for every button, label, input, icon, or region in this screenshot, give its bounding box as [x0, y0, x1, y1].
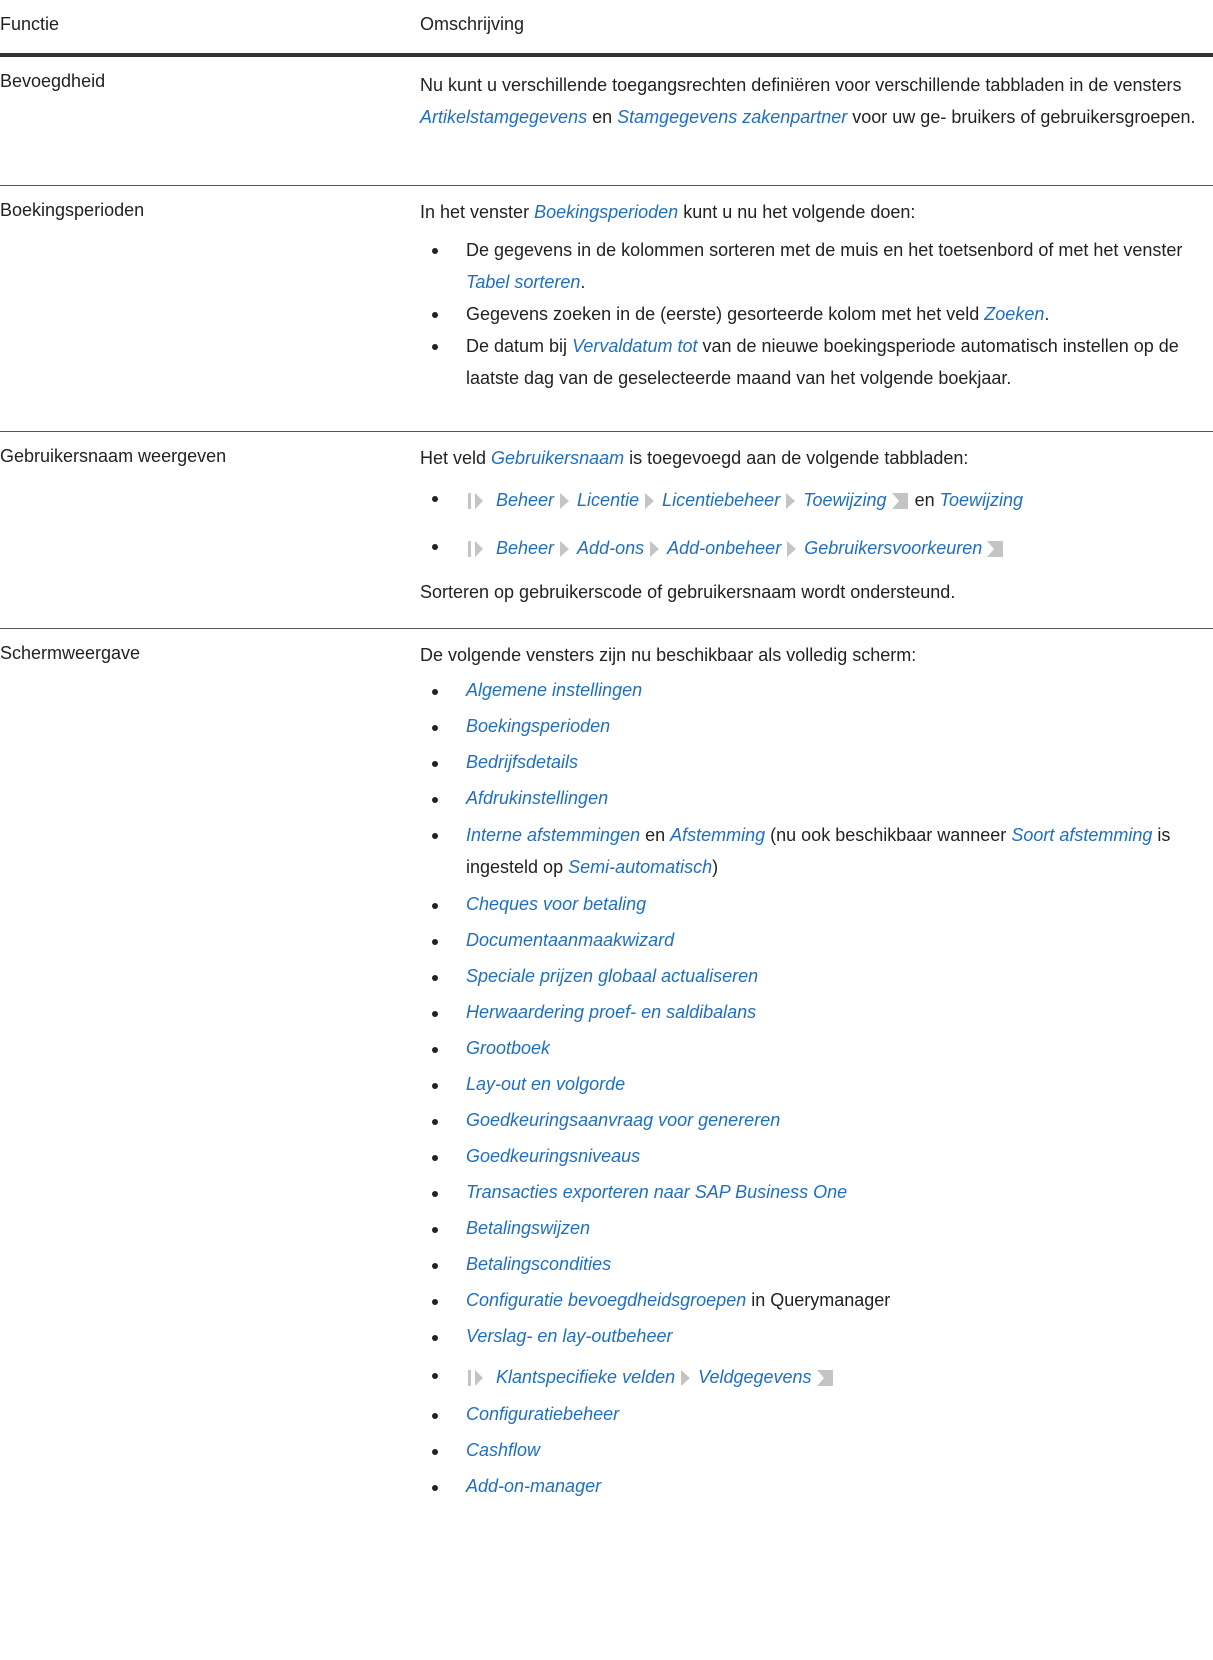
table-row — [0, 57, 1213, 186]
function-name: Gebruikersnaam weergeven — [0, 446, 227, 466]
list-item: Add-on-manager — [420, 1471, 1205, 1501]
table-row — [0, 186, 1213, 432]
path-segment[interactable]: Toewijzing — [803, 490, 887, 510]
path-segment[interactable]: Add-onbeheer — [667, 538, 782, 558]
list-item: Cashflow — [420, 1435, 1205, 1465]
path-segment[interactable]: Beheer — [496, 490, 555, 510]
list-item: De gegevens in de kolommen sorteren met de muis en het toetsenbord of met het venster Tabel sorteren. — [420, 234, 1205, 298]
intro-text: De volgende vensters zijn nu beschikbaar als volledig scherm: — [420, 645, 917, 665]
path-segment[interactable]: Licentie — [577, 490, 640, 510]
link-zoeken[interactable]: Zoeken — [984, 304, 1045, 324]
path-end-icon — [816, 1368, 834, 1388]
table-row — [0, 432, 1213, 629]
list-item: Interne afstemmingen en Afstemming (nu ook beschikbaar wanneer Soort afstemming is ingesteld op Semi-automatisch) — [420, 819, 1205, 883]
menu-path-item: Beheer Licentie Licentiebeheer Toewijzing en Toewijzing — [420, 482, 1205, 518]
link-boekingsperioden[interactable]: Boekingsperioden — [534, 202, 679, 222]
list-item: Speciale prijzen globaal actualiseren — [420, 961, 1205, 991]
path-segment[interactable]: Gebruikersvoorkeuren — [804, 538, 983, 558]
link-gebruikersnaam[interactable]: Gebruikersnaam — [491, 448, 625, 468]
path-start-icon — [466, 491, 492, 511]
description — [420, 639, 1205, 1501]
path-arrow-icon — [648, 539, 661, 559]
description: Nu kunt u verschillende toegangsrechten definiëren voor verschillende tabbladen in de vensters Artikelstamgegevens en Stamgegevens zakenpartner voor uw ge- bruikers of gebruikersgroepen. — [420, 75, 1196, 127]
list-item: Lay-out en volgorde — [420, 1069, 1205, 1099]
list-item: Betalingscondities — [420, 1249, 1205, 1279]
list-item: Grootboek — [420, 1033, 1205, 1063]
function-name: Bevoegdheid — [0, 71, 106, 91]
menu-path-item — [420, 530, 1205, 566]
note-text: Sorteren op gebruikerscode of gebruikersnaam wordt ondersteund. — [420, 582, 956, 602]
link-vervaldatum-tot[interactable]: Vervaldatum tot — [572, 336, 698, 356]
path-segment[interactable]: Licentiebeheer — [662, 490, 781, 510]
path-arrow-icon — [558, 539, 571, 559]
list-item: Documentaanmaakwizard — [420, 925, 1205, 955]
list-item: De datum bij Vervaldatum tot van de nieuwe boekingsperiode automatisch instellen op de laatste dag van de geselecteerde maand van het volgende boekjaar. — [420, 330, 1205, 394]
list-item: Herwaardering proef- en saldibalans — [420, 997, 1205, 1027]
path-end-icon — [986, 539, 1004, 559]
description: Het veld Gebruikersnaam is toegevoegd aan de volgende tabbladen: Beheer Licentie Licentiebeheer Toewijzing en Toewijzing Beheer Add-ons Add-onbeheer Gebruikersvoorkeuren Sorteren op gebruikerscode of gebruikersnaam wordt ondersteund. — [420, 442, 1205, 608]
list-item: Bedrijfsdetails — [420, 747, 1205, 777]
path-segment[interactable]: Klantspecifieke velden — [496, 1367, 676, 1387]
path-arrow-icon — [558, 491, 571, 511]
path-arrow-icon — [643, 491, 656, 511]
table-row — [0, 629, 1213, 1660]
path-arrow-icon — [679, 1368, 692, 1388]
table-header — [0, 0, 1213, 57]
function-name: Schermweergave — [0, 643, 141, 663]
path-segment[interactable]: Beheer — [496, 538, 555, 558]
header-description: Omschrijving — [420, 14, 525, 34]
path-segment[interactable]: Veldgegevens — [698, 1367, 812, 1387]
path-start-icon — [466, 1368, 492, 1388]
link-stamgegevens-zakenpartner[interactable]: Stamgegevens zakenpartner — [617, 107, 848, 127]
link-tabel-sorteren[interactable]: Tabel sorteren — [466, 272, 581, 292]
list-item: Verslag- en lay-outbeheer — [420, 1321, 1205, 1351]
path-segment[interactable]: Add-ons — [577, 538, 645, 558]
description: In het venster Boekingsperioden kunt u nu het volgende doen: De gegevens in de kolommen sorteren met de muis en het toetsenbord of met het venster Tabel sorteren. Gegevens zoeken in de (eerste) gesorteerde kolom met het veld Zoeken. De datum bij Vervaldatum tot van de nieuwe boekingsperiode automatisch instellen op de laatste dag van de geselecteerde maand van het volgende boekjaar. — [420, 196, 1205, 394]
list-item: Afdrukinstellingen — [420, 783, 1205, 813]
list-item: Goedkeuringsaanvraag voor genereren — [420, 1105, 1205, 1135]
list-item: Algemene instellingen — [420, 675, 1205, 705]
path-arrow-icon — [785, 539, 798, 559]
header-function: Functie — [0, 14, 60, 34]
function-name: Boekingsperioden — [0, 200, 145, 220]
list-item: Cheques voor betaling — [420, 889, 1205, 919]
link-toewijzing[interactable]: Toewijzing — [939, 490, 1023, 510]
list-item: Configuratiebeheer — [420, 1399, 1205, 1429]
list-item: Boekingsperioden — [420, 711, 1205, 741]
path-arrow-icon — [784, 491, 797, 511]
menu-path-item — [420, 1359, 1205, 1395]
path-end-icon — [891, 491, 909, 511]
list-item: Goedkeuringsniveaus — [420, 1141, 1205, 1171]
path-start-icon — [466, 539, 492, 559]
list-item: Transacties exporteren naar SAP Business One — [420, 1177, 1205, 1207]
list-item: Configuratie bevoegdheidsgroepen in Querymanager — [420, 1285, 1205, 1315]
list-item: Betalingswijzen — [420, 1213, 1205, 1243]
link-artikelstamgegevens[interactable]: Artikelstamgegevens — [420, 107, 588, 127]
list-item: Gegevens zoeken in de (eerste) gesorteerde kolom met het veld Zoeken. — [420, 298, 1205, 330]
